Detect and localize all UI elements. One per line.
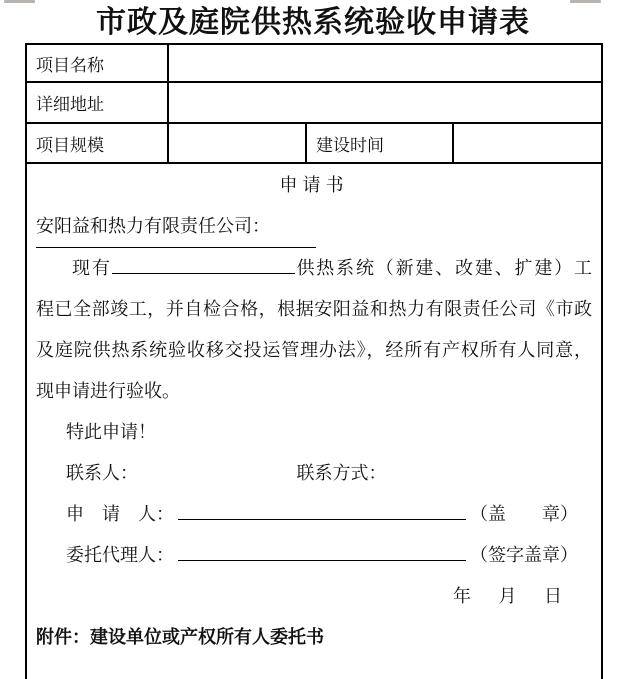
contact-method-label: 联系方式： bbox=[296, 463, 387, 483]
address-label: 详细地址 bbox=[27, 83, 169, 122]
body-line-1-suffix: 供热系统（新建、改建、扩建）工 bbox=[294, 258, 593, 278]
contact-person-label: 联系人： bbox=[66, 463, 138, 483]
application-heading: 申请书 bbox=[279, 175, 349, 195]
application-letter-cell bbox=[27, 164, 601, 658]
agent-signature-blank[interactable] bbox=[178, 541, 466, 561]
date-month-label: 月 bbox=[498, 586, 517, 606]
agent-line bbox=[36, 535, 592, 576]
info-table bbox=[25, 43, 603, 679]
body-line-1 bbox=[36, 248, 592, 289]
form-title: 市政及庭院供热系统验收申请表 bbox=[96, 6, 530, 39]
table-row-project-name bbox=[27, 45, 601, 83]
attachment-note: 附件：建设单位或产权所有人委托书 bbox=[36, 627, 324, 647]
applicant-signature-blank[interactable] bbox=[178, 500, 466, 520]
applicant-line bbox=[36, 494, 592, 535]
page-edge-mark-right bbox=[570, 0, 601, 3]
addressee-line bbox=[36, 206, 592, 248]
date-day-label: 日 bbox=[544, 586, 562, 606]
date-year-label: 年 bbox=[453, 586, 471, 606]
project-scale-label: 项目规模 bbox=[27, 124, 169, 162]
applicant-label: 申 请 人： bbox=[66, 504, 174, 524]
contacts-line bbox=[36, 453, 592, 494]
body-line-3: 及庭院供热系统验收移交投运管理办法》，经所有产权所有人同意， bbox=[36, 340, 592, 360]
address-field[interactable] bbox=[169, 83, 601, 122]
date-line bbox=[36, 576, 592, 617]
project-name-label: 项目名称 bbox=[27, 45, 169, 81]
build-time-label: 建设时间 bbox=[307, 124, 454, 162]
closing-line: 特此申请！ bbox=[66, 422, 156, 442]
build-time-field[interactable] bbox=[454, 124, 601, 162]
body-line-4: 现申请进行验收。 bbox=[36, 381, 180, 401]
system-name-blank[interactable] bbox=[112, 254, 295, 274]
agent-label: 委托代理人： bbox=[66, 545, 174, 565]
body-line-1-prefix: 现有 bbox=[72, 258, 112, 278]
table-row-scale-time bbox=[27, 124, 601, 164]
table-row-address bbox=[27, 83, 601, 124]
project-scale-field[interactable] bbox=[169, 124, 307, 162]
agent-seal-note: （签字盖章） bbox=[470, 545, 578, 565]
project-name-field[interactable] bbox=[169, 45, 601, 81]
page-edge-mark-left bbox=[4, 0, 35, 3]
addressee-text: 安阳益和热力有限责任公司： bbox=[36, 206, 316, 248]
body-line-2: 程已全部竣工，并自检合格，根据安阳益和热力有限责任公司《市政 bbox=[36, 299, 592, 319]
applicant-seal-note: （盖 章） bbox=[470, 504, 578, 524]
